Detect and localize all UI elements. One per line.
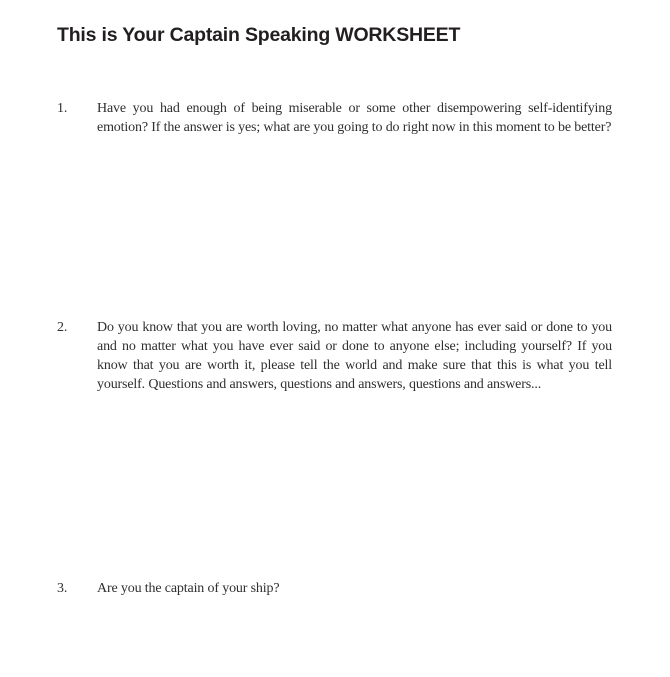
question-number: 3.	[57, 581, 68, 596]
worksheet-title: This is Your Captain Speaking WORKSHEET	[57, 24, 461, 46]
question-item-2	[57, 318, 612, 394]
question-text: Are you the captain of your ship?	[97, 581, 280, 596]
question-item-3	[57, 579, 612, 598]
question-item-1	[57, 99, 612, 137]
question-text: Have you had enough of being miserable or some other disempowering self-identifying emotion? If the answer is yes; what are you going to do right now in this moment to be better?	[97, 101, 612, 135]
question-number: 2.	[57, 320, 68, 335]
question-text: Do you know that you are worth loving, no matter what anyone has ever said or done to you and no matter what you have ever said or done to anyone else; including yourself? If you know that you are worth it, please tell the world and make sure that this is what you tell yourself. Questions and answers, questions and answers, questions and answers...	[97, 320, 612, 392]
question-number: 1.	[57, 101, 68, 116]
